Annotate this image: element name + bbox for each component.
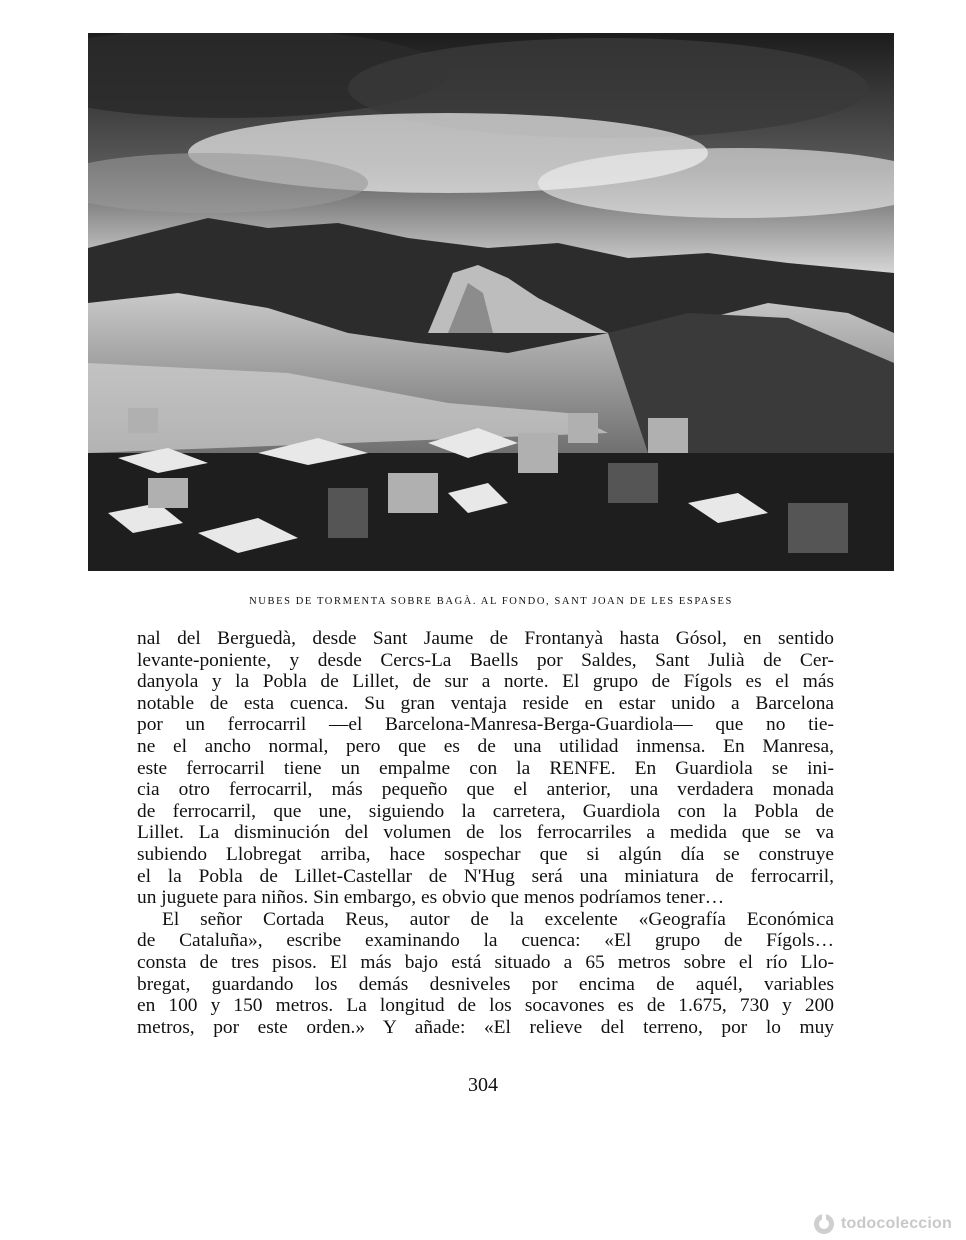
text-line: cia otro ferrocarril, más pequeño que el anterior, una verdadera monada — [137, 779, 834, 801]
text-line: metros, por este orden.» Y añade: «El relieve del terreno, por lo muy — [137, 1016, 834, 1038]
text-line: subiendo Llobregat arriba, hace sospechar que si algún día se construye — [137, 843, 834, 865]
todocoleccion-logo-icon — [813, 1213, 835, 1235]
page-number: 304 — [468, 1074, 498, 1096]
text-line: de ferrocarril, que une, siguiendo la carretera, Guardiola con la Pobla de — [137, 800, 834, 822]
text-line: levante-poniente, y desde Cercs-La Baells por Saldes, Sant Julià de Cer- — [137, 649, 834, 671]
landscape-photo — [88, 33, 894, 571]
text-line: de Cataluña», escribe examinando la cuenca: «El grupo de Fígols… — [137, 930, 834, 952]
watermark — [813, 1213, 952, 1235]
photo-caption: NUBES DE TORMENTA SOBRE BAGÀ. AL FONDO, SANT JOAN DE LES ESPASES — [249, 596, 733, 607]
watermark-text: todocoleccion — [840, 1215, 952, 1232]
text-line: en 100 y 150 metros. La longitud de los socavones es de 1.675, 730 y 200 — [137, 995, 834, 1017]
text-line: El señor Cortada Reus, autor de la excelente «Geografía Económica — [162, 908, 834, 930]
text-line: danyola y la Pobla de Lillet, de sur a norte. El grupo de Fígols es el más — [137, 671, 834, 693]
text-line: este ferrocarril tiene un empalme con la RENFE. En Guardiola se ini- — [137, 757, 834, 779]
text-line: consta de tres pisos. El más bajo está situado a 65 metros sobre el río Llo- — [137, 951, 834, 973]
text-line: un juguete para niños. Sin embargo, es obvio que menos podríamos tener… — [137, 887, 725, 909]
mountain-town-image — [88, 33, 894, 571]
text-line: nal del Berguedà, desde Sant Jaume de Frontanyà hasta Gósol, en sentido — [137, 628, 834, 649]
text-line: por un ferrocarril —el Barcelona-Manresa-Berga-Guardiola— que no tie- — [137, 714, 834, 736]
text-line: el la Pobla de Lillet-Castellar de N'Hug será una miniatura de ferrocarril, — [137, 865, 834, 887]
text-line: notable de esta cuenca. Su gran ventaja reside en estar unido a Barcelona — [137, 692, 834, 714]
text-line: ne el ancho normal, pero que es de una utilidad inmensa. En Manresa, — [137, 735, 834, 757]
body-text — [137, 628, 834, 1038]
text-line: Lillet. La disminución del volumen de los ferrocarriles a medida que se va — [137, 822, 834, 844]
text-line: bregat, guardando los demás desniveles por encima de aquél, variables — [137, 973, 834, 995]
